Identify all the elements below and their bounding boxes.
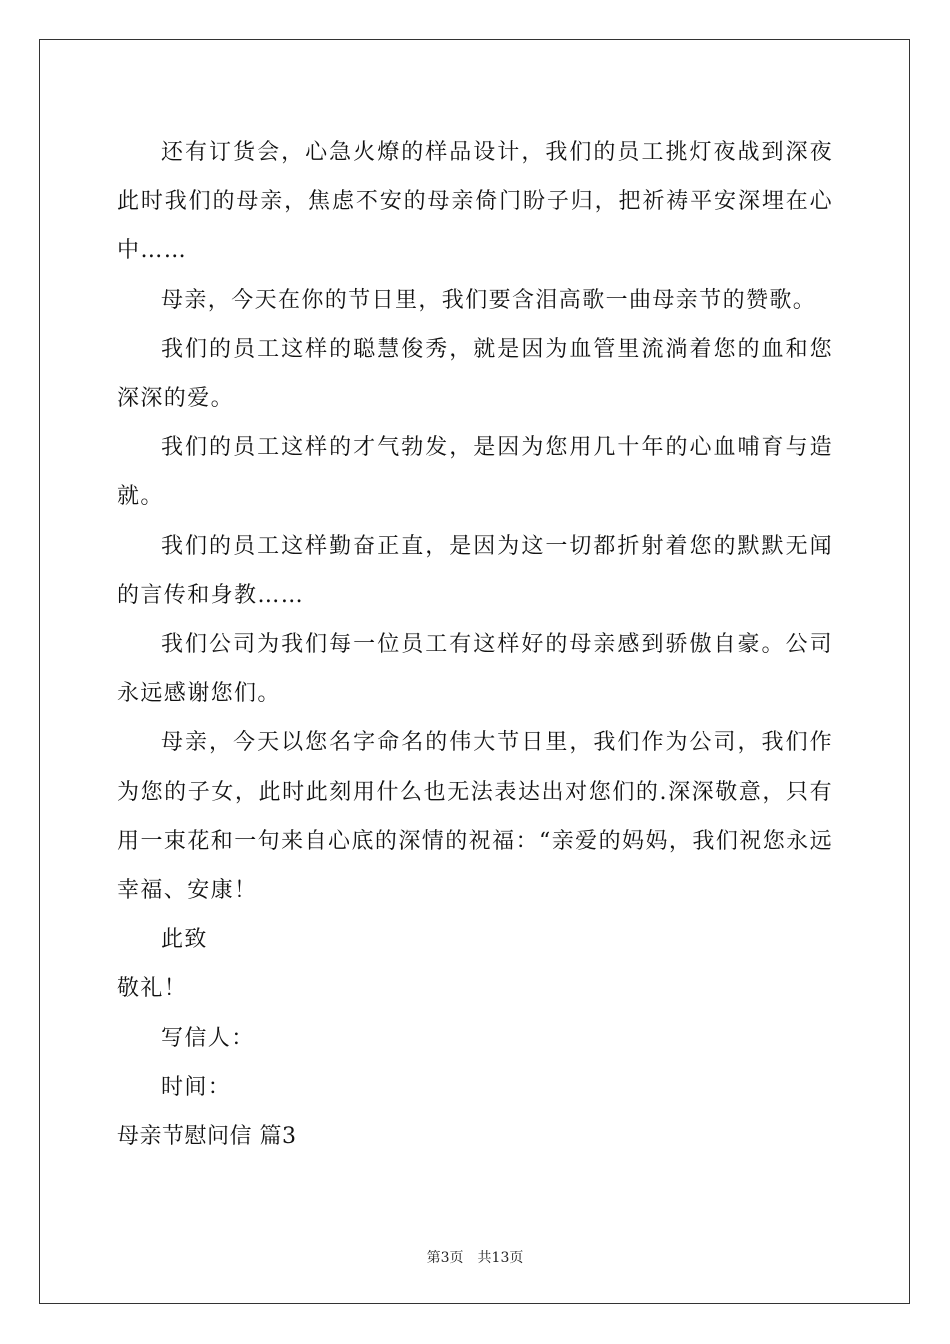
signature-writer: 写信人：: [161, 1025, 255, 1051]
page-total: 共13页: [477, 1250, 524, 1266]
next-section-heading: 母亲节慰问信 篇3: [117, 1124, 297, 1150]
paragraph-4: 我们的员工这样的才气勃发，是因为您用几十年的心血哺育与造就。: [117, 435, 833, 510]
paragraph-7: 母亲，今天以您名字命名的伟大节日里，我们作为公司，我们作为您的子女，此时此刻用什么也无法表达出对您们的.深深敬意，只有用一束花和一句来自心底的深情的祝福：“亲爱的妈妈，我们祝您永远幸福、安康！: [117, 730, 833, 904]
page-number: 第3页: [426, 1250, 464, 1266]
paragraph-3: 我们的员工这样的聪慧俊秀，就是因为血管里流淌着您的血和您深深的爱。: [117, 336, 833, 412]
closing-salutation: 此致: [161, 927, 208, 953]
paragraph-5: 我们的员工这样勤奋正直，是因为这一切都折射着您的默默无闻的言传和身教……: [117, 533, 833, 608]
paragraph-1: 还有订货会，心急火燎的样品设计，我们的员工挑灯夜战到深夜此时我们的母亲，焦虑不安的母亲倚门盼子归，把祈祷平安深埋在心中……: [117, 140, 833, 264]
paragraph-6: 我们公司为我们每一位员工有这样好的母亲感到骄傲自豪。公司永远感谢您们。: [117, 632, 833, 707]
paragraph-2: 母亲，今天在你的节日里，我们要含泪高歌一曲母亲节的赞歌。: [161, 287, 817, 313]
page-footer: [0, 1247, 950, 1267]
closing-respect: 敬礼！: [117, 976, 188, 1002]
signature-date: 时间：: [161, 1074, 232, 1100]
letter-body: [117, 128, 833, 1161]
